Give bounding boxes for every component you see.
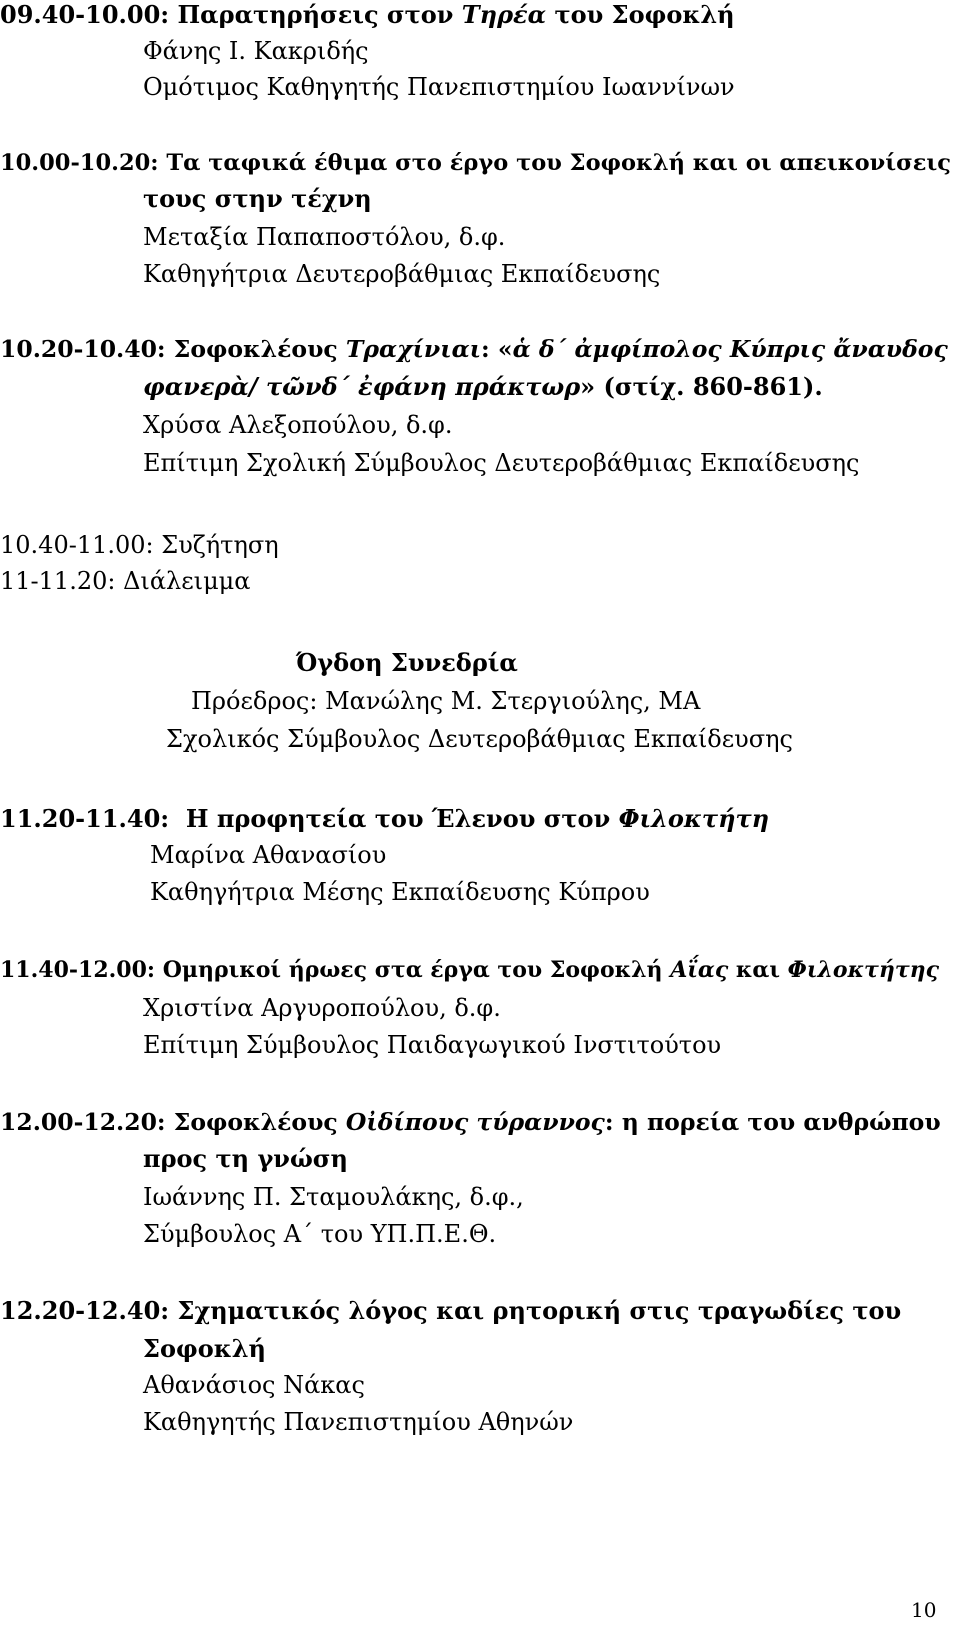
talk-1-title — [0, 804, 769, 834]
session-3-title-ref: » (στίχ. 860-861). — [580, 372, 823, 401]
talk-2-speaker: Χριστίνα Αργυροπούλου, δ.φ. — [143, 994, 501, 1022]
session-1-affiliation: Ομότιμος Καθηγητής Πανεπιστημίου Ιωαννίνων — [143, 73, 735, 101]
session-1-title — [0, 0, 735, 30]
talk-3-time: 12.00-12.20: — [0, 1108, 166, 1136]
session-3-title-line2 — [143, 372, 823, 402]
talk-2-title-part: και — [728, 957, 788, 983]
session-3-title-part: Σοφοκλέους — [165, 335, 346, 363]
talk-3-title — [0, 1107, 941, 1137]
session-2-time: 10.00-10.20: — [0, 150, 159, 176]
session-3-affiliation: Επίτιμη Σχολική Σύμβουλος Δευτεροβάθμιας Εκπαίδευσης — [143, 449, 860, 477]
talk-3-affiliation: Σύμβουλος Α΄ του ΥΠ.Π.Ε.Θ. — [143, 1220, 497, 1248]
talk-3-speaker: Ιωάννης Π. Σταμουλάκης, δ.φ., — [143, 1183, 524, 1211]
talk-4-title — [0, 1296, 901, 1326]
break-line: 11-11.20: Διάλειμμα — [0, 567, 251, 595]
talk-2-title-italic: Φιλοκτήτης — [787, 957, 940, 983]
session-1-speaker: Φάνης Ι. Κακριδής — [143, 37, 369, 65]
talk-4-time: 12.20-12.40: — [0, 1296, 170, 1325]
session-1-title-part: του Σοφοκλή — [546, 0, 735, 29]
session-2-title-line2: τους στην τέχνη — [143, 184, 372, 213]
talk-4-title-line2: Σοφοκλή — [143, 1334, 266, 1363]
session-3-title-quote-cont: φανερὰ/ τῶνδ΄ ἐφάνη πράκτωρ — [143, 372, 581, 401]
talk-2-affiliation: Επίτιμη Σύμβουλος Παιδαγωγικού Ινστιτούτου — [143, 1031, 722, 1059]
session-3-speaker: Χρύσα Αλεξοπούλου, δ.φ. — [143, 411, 453, 439]
talk-3-title-part: : η πορεία του ανθρώπου — [604, 1108, 941, 1136]
session-3-time: 10.20-10.40: — [0, 335, 166, 363]
talk-2-title — [0, 955, 939, 985]
session-2-title — [0, 148, 951, 178]
page-number: 10 — [911, 1598, 937, 1622]
session-1-time: 09.40-10.00: — [0, 0, 170, 29]
talk-2-title-part: Ομηρικοί ήρωες στα έργα του Σοφοκλή — [155, 957, 671, 983]
session-1-title-italic: Τηρέα — [461, 0, 547, 29]
talk-2-title-italic: Αΐας — [670, 957, 729, 983]
session-chair-role: Σχολικός Σύμβουλος Δευτεροβάθμιας Εκπαίδευσης — [166, 725, 793, 753]
session-3-title-italic: Τραχίνιαι — [345, 335, 482, 363]
talk-2-time: 11.40-12.00: — [0, 957, 156, 983]
session-3-title — [0, 334, 948, 364]
talk-4-speaker: Αθανάσιος Νάκας — [143, 1371, 365, 1399]
session-1-title-part: Παρατηρήσεις στον — [169, 0, 462, 29]
talk-3-title-part: Σοφοκλέους — [165, 1108, 346, 1136]
talk-1-title-part: Η προφητεία του Έλενου στον — [169, 804, 619, 833]
talk-1-speaker: Μαρίνα Αθανασίου — [150, 841, 387, 869]
talk-3-title-line2: προς τη γνώση — [143, 1144, 348, 1173]
talk-1-title-italic: Φιλοκτήτη — [618, 804, 770, 833]
session-3-title-part: : « — [481, 335, 513, 363]
session-2-affiliation: Καθηγήτρια Δευτεροβάθμιας Εκπαίδευσης — [143, 260, 661, 288]
session-heading: Όγδοη Συνεδρία — [296, 648, 518, 677]
talk-1-time: 11.20-11.40: — [0, 804, 170, 833]
session-3-title-quote: ἁ δ΄ ἀμφίπολος Κύπρις ἄναυδος — [512, 335, 948, 363]
talk-3-title-italic: Οἰδίπους τύραννος — [345, 1108, 605, 1136]
discussion-line: 10.40-11.00: Συζήτηση — [0, 531, 279, 559]
session-2-speaker: Μεταξία Παπαποστόλου, δ.φ. — [143, 223, 506, 251]
talk-4-affiliation: Καθηγητής Πανεπιστημίου Αθηνών — [143, 1408, 574, 1436]
session-2-title-line1: Τα ταφικά έθιμα στο έργο του Σοφοκλή και οι απεικονίσεις — [158, 150, 951, 176]
talk-1-affiliation: Καθηγήτρια Μέσης Εκπαίδευσης Κύπρου — [150, 878, 650, 906]
talk-4-title-line1: Σχηματικός λόγος και ρητορική στις τραγωδίες του — [169, 1296, 902, 1325]
session-chair: Πρόεδρος: Μανώλης Μ. Στεργιούλης, ΜΑ — [191, 687, 701, 715]
